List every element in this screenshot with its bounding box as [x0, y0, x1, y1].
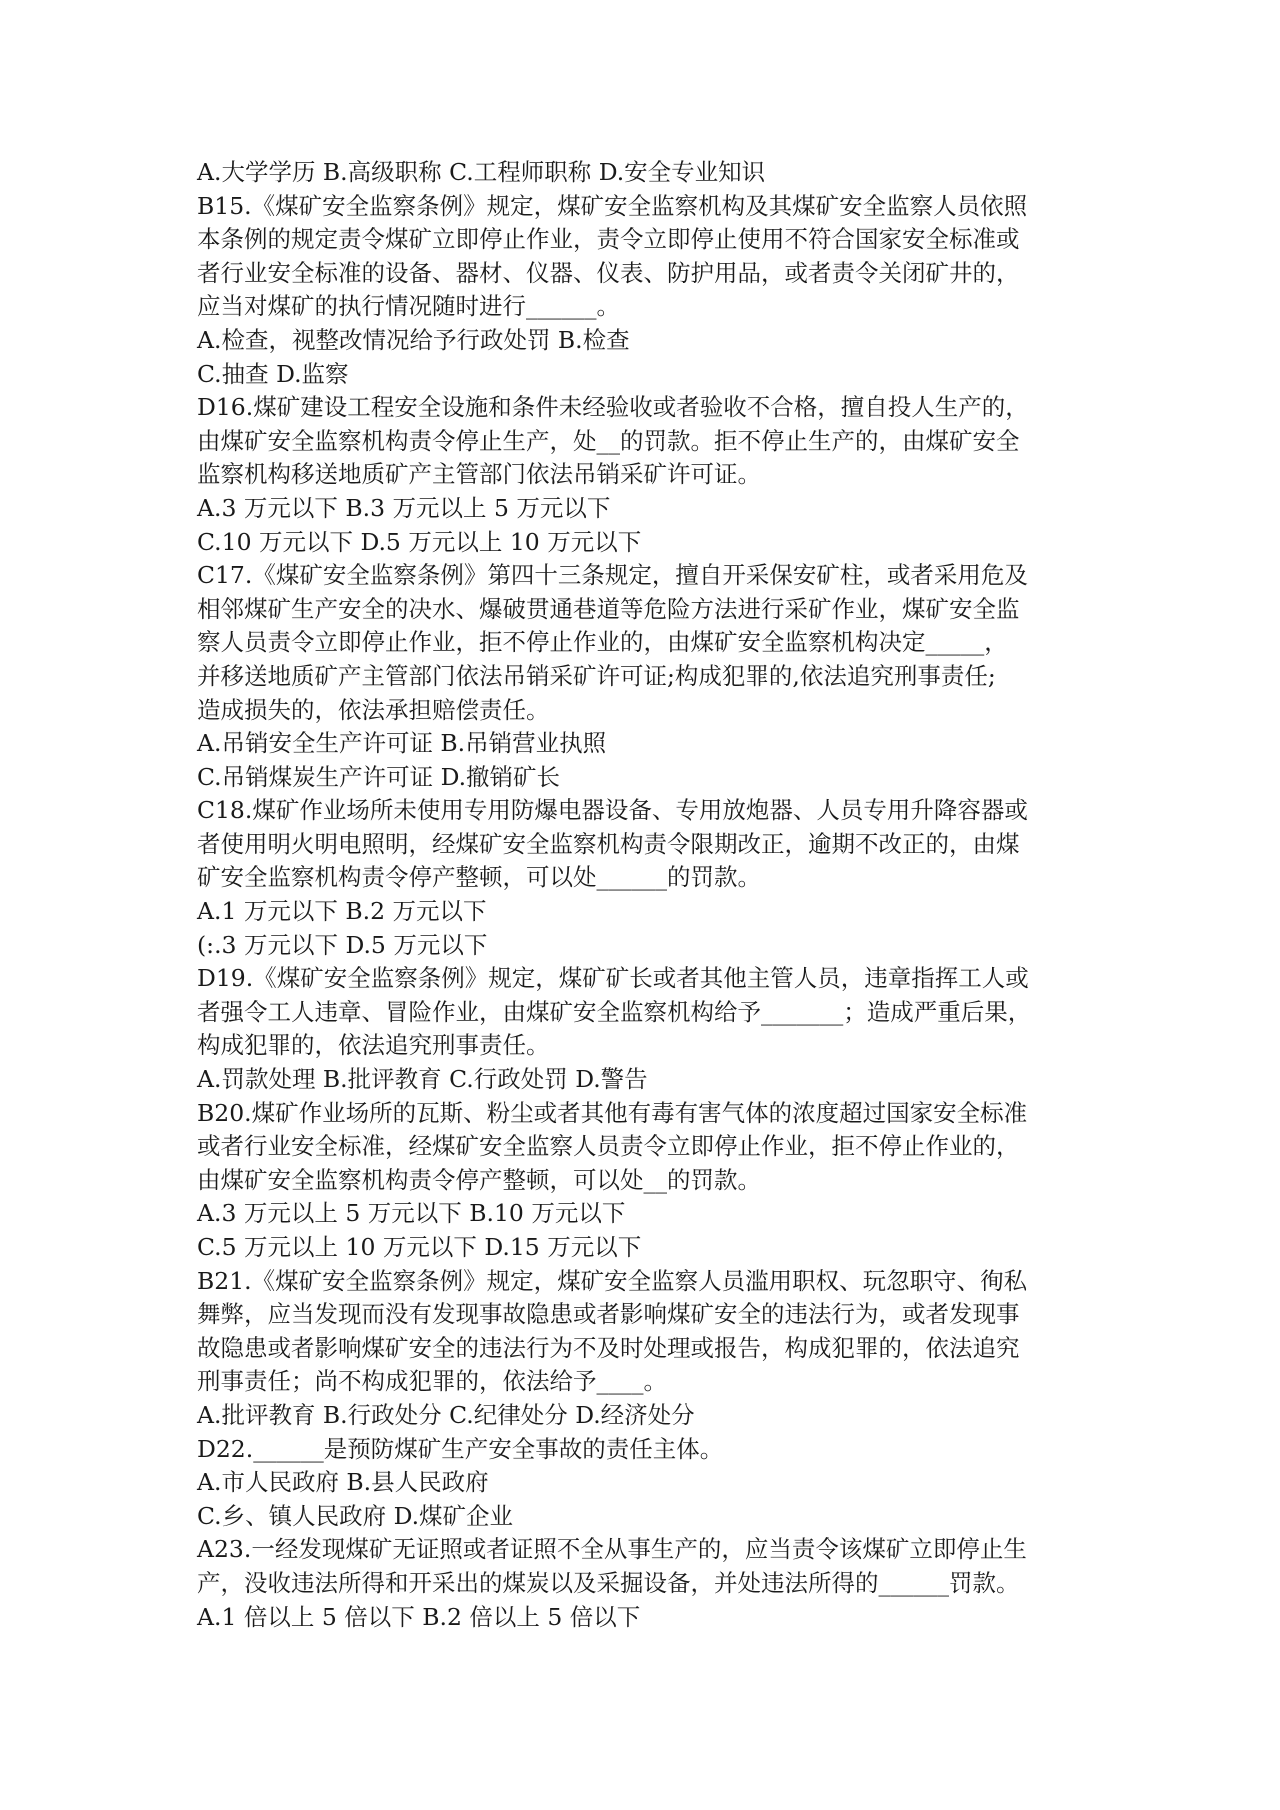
text-line: 监察机构移送地质矿产主管部门依法吊销采矿许可证。 — [197, 460, 761, 489]
text-line: A.吊销安全生产许可证 B.吊销营业执照 — [197, 729, 607, 758]
text-line: A.1 倍以上 5 倍以下 B.2 倍以上 5 倍以下 — [197, 1602, 641, 1631]
text-line: C17.《煤矿安全监察条例》第四十三条规定，擅自开采保安矿柱，或者采用危及 — [197, 561, 1028, 590]
text-line: C18.煤矿作业场所未使用专用防爆电器设备、专用放炮器、人员专用升降容器或 — [197, 796, 1028, 825]
text-line: D19.《煤矿安全监察条例》规定，煤矿矿长或者其他主管人员，违章指挥工人或 — [197, 964, 1029, 993]
text-line: 者强令工人违章、冒险作业，由煤矿安全监察机构给予_______；造成严重后果， — [197, 997, 1032, 1026]
text-line: C.抽查 D.监察 — [197, 359, 349, 388]
text-line: 应当对煤矿的执行情况随时进行______。 — [197, 292, 620, 321]
text-line: 者行业安全标准的设备、器材、仪器、仪表、防护用品，或者责令关闭矿井的， — [197, 258, 1020, 287]
text-line: C.乡、镇人民政府 D.煤矿企业 — [197, 1501, 514, 1530]
text-line: 察人员责令立即停止作业，拒不停止作业的，由煤矿安全监察机构决定_____， — [197, 628, 1008, 657]
text-line: 本条例的规定责令煤矿立即停止作业，责令立即停止使用不符合国家安全标准或 — [197, 225, 1020, 254]
text-line: 由煤矿安全监察机构责令停产整顿，可以处__的罚款。 — [197, 1165, 761, 1194]
text-line: 构成犯罪的，依法追究刑事责任。 — [197, 1031, 550, 1060]
text-line: A23.一经发现煤矿无证照或者证照不全从事生产的，应当责令该煤矿立即停止生 — [197, 1535, 1027, 1564]
text-line: C.5 万元以上 10 万元以下 D.15 万元以下 — [197, 1233, 642, 1261]
text-line: D16.煤矿建设工程安全设施和条件未经验收或者验收不合格，擅自投人生产的， — [197, 393, 1029, 422]
text-line: 刑事责任；尚不构成犯罪的，依法给予____。 — [197, 1367, 667, 1396]
text-line: (:.3 万元以下 D.5 万元以下 — [197, 930, 488, 959]
text-line: 并移送地质矿产主管部门依法吊销采矿许可证;构成犯罪的,依法追究刑事责任; — [197, 661, 996, 690]
text-line: 相邻煤矿生产安全的决水、爆破贯通巷道等危险方法进行采矿作业，煤矿安全监 — [197, 594, 1020, 623]
text-line: A.检查，视整改情况给予行政处罚 B.检查 — [197, 325, 630, 354]
text-line: A.大学学历 B.高级职称 C.工程师职称 D.安全专业知识 — [197, 158, 766, 186]
text-line: D22.______是预防煤矿生产安全事故的责任主体。 — [197, 1434, 724, 1463]
text-line: A.批评教育 B.行政处分 C.纪律处分 D.经济处分 — [197, 1400, 695, 1429]
text-line: A.市人民政府 B.县人民政府 — [197, 1468, 489, 1497]
text-line: C.吊销煤炭生产许可证 D.撤销矿长 — [197, 762, 561, 791]
text-line: 造成损失的，依法承担赔偿责任。 — [197, 695, 550, 724]
text-line: A.罚款处理 B.批评教育 C.行政处罚 D.警告 — [197, 1065, 648, 1094]
text-line: C.10 万元以下 D.5 万元以上 10 万元以下 — [197, 527, 642, 556]
text-line: 或者行业安全标准，经煤矿安全监察人员责令立即停止作业，拒不停止作业的， — [197, 1132, 1020, 1161]
text-line: 故隐患或者影响煤矿安全的违法行为不及时处理或报告，构成犯罪的，依法追究 — [197, 1333, 1020, 1362]
text-line: A.1 万元以下 B.2 万元以下 — [197, 897, 487, 926]
text-line: B21.《煤矿安全监察条例》规定，煤矿安全监察人员滥用职权、玩忽职守、徇私 — [197, 1266, 1028, 1295]
text-line: 者使用明火明电照明，经煤矿安全监察机构责令限期改正，逾期不改正的，由煤 — [197, 829, 1020, 858]
text-line: 产，没收违法所得和开采出的煤炭以及采掘设备，并处违法所得的______罚款。 — [197, 1568, 1020, 1597]
text-line: 由煤矿安全监察机构责令停止生产，处__的罚款。拒不停止生产的，由煤矿安全 — [197, 426, 1020, 455]
document-body — [197, 156, 1097, 1634]
text-line: 舞弊，应当发现而没有发现事故隐患或者影响煤矿安全的违法行为，或者发现事 — [197, 1300, 1020, 1329]
text-line: B20.煤矿作业场所的瓦斯、粉尘或者其他有毒有害气体的浓度超过国家安全标准 — [197, 1098, 1028, 1127]
text-line: B15.《煤矿安全监察条例》规定，煤矿安全监察机构及其煤矿安全监察人员依照 — [197, 191, 1028, 220]
text-line: 矿安全监察机构责令停产整顿，可以处______的罚款。 — [197, 863, 761, 892]
text-line: A.3 万元以上 5 万元以下 B.10 万元以下 — [197, 1199, 626, 1228]
text-line: A.3 万元以下 B.3 万元以上 5 万元以下 — [197, 493, 611, 522]
